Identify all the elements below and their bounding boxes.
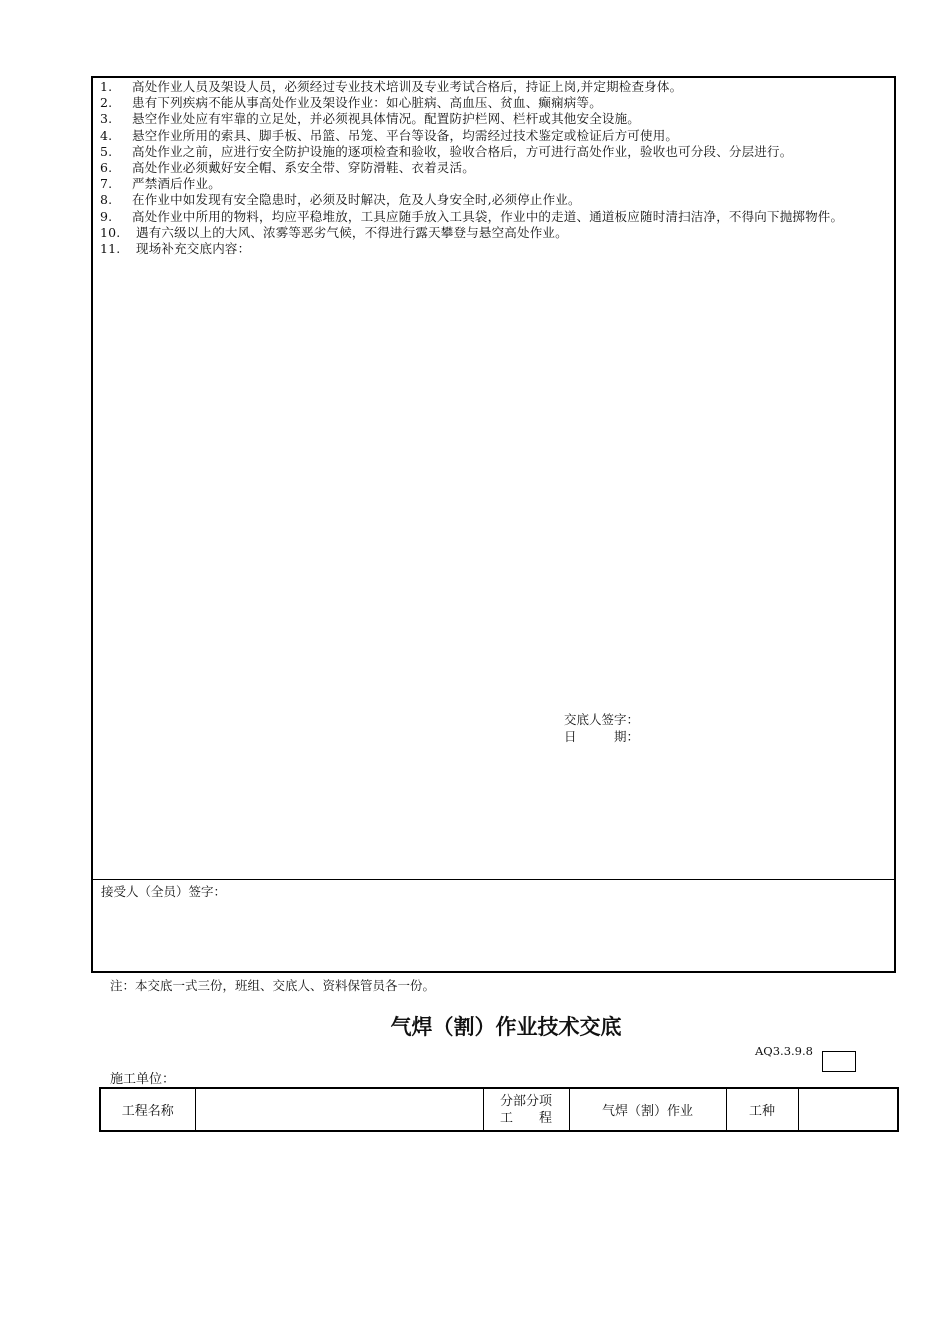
receiver-signature-label: 接受人（全员）签字： xyxy=(101,884,227,899)
sub-project-label-line2: 工 程 xyxy=(499,1110,552,1126)
list-item xyxy=(100,160,890,176)
list-item xyxy=(100,241,890,257)
item-text: 患有下列疾病不能从事高处作业及架设作业：如心脏病、高血压、贫血、癫痫病等。 xyxy=(132,95,602,111)
sub-project-label-line1: 分部分项 xyxy=(499,1093,552,1109)
item-number: 3. xyxy=(100,111,113,127)
item-number: 1. xyxy=(100,79,113,94)
table-row xyxy=(100,1088,898,1131)
date-label: 日 期： xyxy=(564,729,640,744)
item-text: 现场补充交底内容： xyxy=(136,241,251,257)
form-header-table xyxy=(99,1087,899,1132)
form-title: 气焊（割）作业技术交底 xyxy=(390,1015,622,1039)
item-number: 5. xyxy=(100,143,113,159)
measures-list xyxy=(100,79,890,257)
section-divider xyxy=(93,879,894,880)
item-number: 2. xyxy=(100,95,113,111)
trade-field[interactable] xyxy=(798,1088,898,1131)
item-text: 悬空作业所用的索具、脚手板、吊篮、吊笼、平台等设备，均需经过技术鉴定或检证后方可使用。 xyxy=(132,127,679,143)
item-text: 遇有六级以上的大风、浓雾等恶劣气候，不得进行露天攀登与悬空高处作业。 xyxy=(136,224,568,240)
construction-unit-label: 施工单位： xyxy=(110,1072,176,1087)
item-text: 高处作业中所用的物料，均应平稳堆放，工具应随手放入工具袋，作业中的走道、通道板应随时清扫洁净，不得向下抛掷物件。 xyxy=(132,208,844,224)
safety-measures-box xyxy=(91,76,896,973)
list-item xyxy=(100,209,890,225)
list-item xyxy=(100,192,890,208)
item-number: 8. xyxy=(100,192,113,208)
form-code-box xyxy=(822,1051,856,1072)
item-text: 高处作业人员及架设人员，必须经过专业技术培训及专业考试合格后，持证上岗,并定期检查身体。 xyxy=(132,79,683,94)
list-item xyxy=(100,144,890,160)
form-code: AQ3.3.9.8 xyxy=(755,1044,813,1058)
signoff-block xyxy=(564,711,639,745)
footnote: 注：本交底一式三份，班组、交底人、资料保管员各一份。 xyxy=(110,978,436,993)
item-text: 严禁酒后作业。 xyxy=(132,176,221,192)
sub-project-value: 气焊（割）作业 xyxy=(569,1088,726,1131)
list-item xyxy=(100,176,890,192)
item-text: 悬空作业处应有牢靠的立足处，并必须视具体情况。配置防护栏网、栏杆或其他安全设施。 xyxy=(132,111,641,127)
list-item xyxy=(100,128,890,144)
item-number: 4. xyxy=(100,127,113,143)
list-item xyxy=(100,225,890,241)
item-text: 在作业中如发现有安全隐患时，必须及时解决，危及人身安全时,必须停止作业。 xyxy=(132,192,581,208)
item-number: 9. xyxy=(100,208,113,224)
project-name-label: 工程名称 xyxy=(100,1088,195,1131)
item-number: 10. xyxy=(100,224,121,240)
list-item xyxy=(100,79,890,95)
item-number: 6. xyxy=(100,160,113,176)
item-number: 11. xyxy=(100,241,121,257)
item-text: 高处作业之前，应进行安全防护设施的逐项检查和验收，验收合格后，方可进行高处作业，验收也可分段、分层进行。 xyxy=(132,143,793,159)
item-text: 高处作业必须戴好安全帽、系安全带、穿防滑鞋、衣着灵活。 xyxy=(132,160,475,176)
signer-label: 交底人签字： xyxy=(564,712,640,727)
project-name-field[interactable] xyxy=(195,1088,483,1131)
sub-project-label xyxy=(483,1088,569,1131)
list-item xyxy=(100,111,890,127)
list-item xyxy=(100,95,890,111)
item-number: 7. xyxy=(100,176,113,192)
trade-label: 工种 xyxy=(726,1088,798,1131)
